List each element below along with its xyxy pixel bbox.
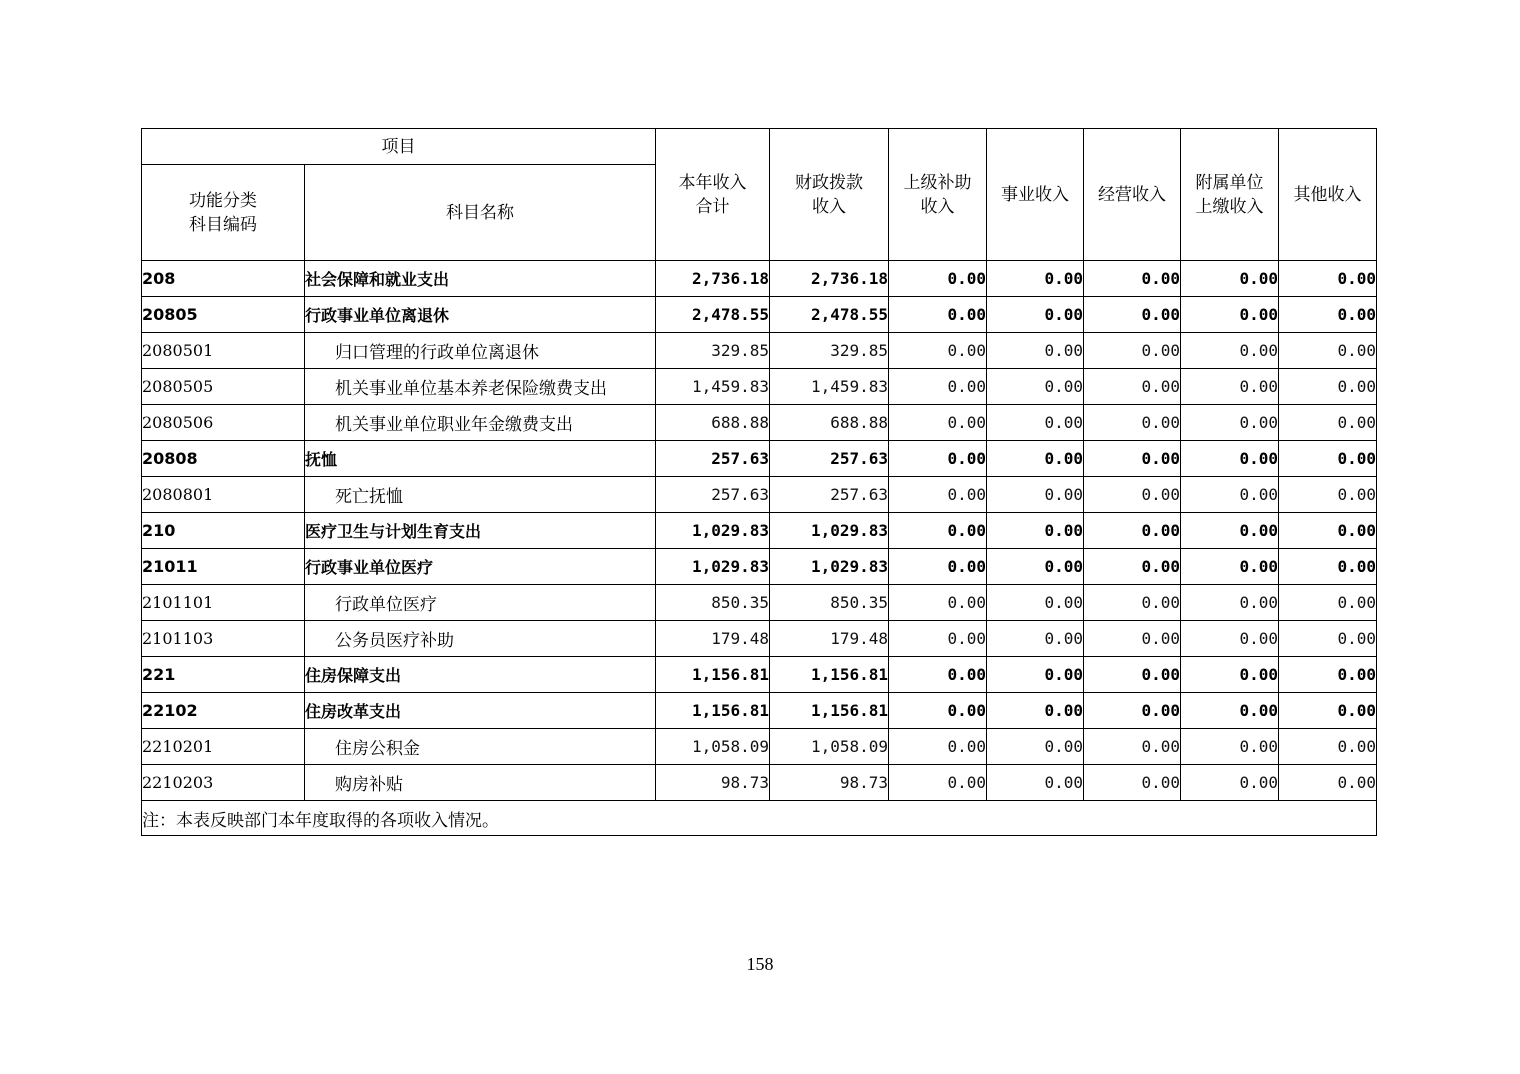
cell-total-amount: 2,478.55: [656, 297, 770, 333]
cell-affiliated-amount: 0.00: [1181, 333, 1279, 369]
cell-operating-amount: 0.00: [1084, 657, 1181, 693]
cell-affiliated-amount: 0.00: [1181, 297, 1279, 333]
cell-subject-code: 208: [142, 261, 305, 297]
cell-subject-code: 20805: [142, 297, 305, 333]
page-number: 158: [746, 954, 774, 974]
header-total-label: 本年收入 合计: [678, 172, 747, 217]
cell-superior-amount: 0.00: [889, 585, 987, 621]
cell-fiscal-amount: 1,029.83: [770, 549, 889, 585]
cell-subject-name: 购房补贴: [305, 765, 656, 801]
cell-fiscal-amount: 179.48: [770, 621, 889, 657]
header-affiliated-label: 附属单位 上缴收入: [1195, 172, 1264, 217]
cell-affiliated-amount: 0.00: [1181, 441, 1279, 477]
cell-subject-name: 医疗卫生与计划生育支出: [305, 513, 656, 549]
table-row: [142, 369, 1377, 405]
cell-business-amount: 0.00: [987, 585, 1084, 621]
cell-total-amount: 1,029.83: [656, 513, 770, 549]
cell-subject-name: 社会保障和就业支出: [305, 261, 656, 297]
cell-fiscal-amount: 2,478.55: [770, 297, 889, 333]
cell-superior-amount: 0.00: [889, 549, 987, 585]
cell-superior-amount: 0.00: [889, 693, 987, 729]
cell-total-amount: 1,156.81: [656, 657, 770, 693]
cell-total-amount: 850.35: [656, 585, 770, 621]
cell-subject-name: 机关事业单位职业年金缴费支出: [305, 405, 656, 441]
cell-subject-name: 公务员医疗补助: [305, 621, 656, 657]
cell-affiliated-amount: 0.00: [1181, 693, 1279, 729]
cell-other-amount: 0.00: [1279, 585, 1377, 621]
cell-operating-amount: 0.00: [1084, 333, 1181, 369]
table-row: [142, 477, 1377, 513]
cell-affiliated-amount: 0.00: [1181, 369, 1279, 405]
header-other-income: [1279, 129, 1377, 261]
header-superior-subsidy: [889, 129, 987, 261]
cell-total-amount: 1,156.81: [656, 693, 770, 729]
cell-superior-amount: 0.00: [889, 513, 987, 549]
cell-other-amount: 0.00: [1279, 333, 1377, 369]
cell-subject-name: 抚恤: [305, 441, 656, 477]
cell-operating-amount: 0.00: [1084, 405, 1181, 441]
cell-fiscal-amount: 257.63: [770, 477, 889, 513]
cell-fiscal-amount: 688.88: [770, 405, 889, 441]
cell-superior-amount: 0.00: [889, 405, 987, 441]
header-operating-income: [1084, 129, 1181, 261]
cell-subject-name: 住房公积金: [305, 729, 656, 765]
cell-business-amount: 0.00: [987, 441, 1084, 477]
cell-operating-amount: 0.00: [1084, 549, 1181, 585]
cell-subject-code: 2080501: [142, 333, 305, 369]
cell-affiliated-amount: 0.00: [1181, 513, 1279, 549]
cell-total-amount: 1,029.83: [656, 549, 770, 585]
cell-subject-code: 2210203: [142, 765, 305, 801]
cell-subject-code: 2080505: [142, 369, 305, 405]
header-business-income: [987, 129, 1084, 261]
cell-subject-name: 住房改革支出: [305, 693, 656, 729]
cell-other-amount: 0.00: [1279, 693, 1377, 729]
cell-superior-amount: 0.00: [889, 333, 987, 369]
cell-total-amount: 1,459.83: [656, 369, 770, 405]
cell-subject-code: 210: [142, 513, 305, 549]
cell-subject-name: 机关事业单位基本养老保险缴费支出: [305, 369, 656, 405]
table-row: [142, 549, 1377, 585]
table-row: [142, 333, 1377, 369]
cell-subject-code: 20808: [142, 441, 305, 477]
cell-other-amount: 0.00: [1279, 297, 1377, 333]
table-row: [142, 693, 1377, 729]
cell-superior-amount: 0.00: [889, 477, 987, 513]
cell-business-amount: 0.00: [987, 621, 1084, 657]
cell-other-amount: 0.00: [1279, 369, 1377, 405]
cell-subject-name: 死亡抚恤: [305, 477, 656, 513]
cell-total-amount: 1,058.09: [656, 729, 770, 765]
cell-fiscal-amount: 1,058.09: [770, 729, 889, 765]
cell-subject-name: 归口管理的行政单位离退休: [305, 333, 656, 369]
cell-subject-name: 行政单位医疗: [305, 585, 656, 621]
cell-operating-amount: 0.00: [1084, 513, 1181, 549]
cell-fiscal-amount: 329.85: [770, 333, 889, 369]
header-subject-name: [305, 165, 656, 261]
cell-total-amount: 329.85: [656, 333, 770, 369]
cell-fiscal-amount: 2,736.18: [770, 261, 889, 297]
cell-business-amount: 0.00: [987, 261, 1084, 297]
cell-superior-amount: 0.00: [889, 765, 987, 801]
cell-affiliated-amount: 0.00: [1181, 261, 1279, 297]
cell-other-amount: 0.00: [1279, 513, 1377, 549]
cell-subject-code: 2101103: [142, 621, 305, 657]
header-other-label: 其他收入: [1293, 184, 1362, 205]
header-project: 项目: [142, 129, 656, 165]
cell-subject-code: 21011: [142, 549, 305, 585]
cell-total-amount: 2,736.18: [656, 261, 770, 297]
cell-superior-amount: 0.00: [889, 657, 987, 693]
table-row: [142, 765, 1377, 801]
cell-superior-amount: 0.00: [889, 729, 987, 765]
cell-other-amount: 0.00: [1279, 657, 1377, 693]
cell-total-amount: 257.63: [656, 441, 770, 477]
table-row: [142, 405, 1377, 441]
table-note: 注：本表反映部门本年度取得的各项收入情况。: [142, 801, 1377, 836]
cell-other-amount: 0.00: [1279, 765, 1377, 801]
cell-subject-code: 22102: [142, 693, 305, 729]
cell-superior-amount: 0.00: [889, 261, 987, 297]
cell-superior-amount: 0.00: [889, 369, 987, 405]
cell-fiscal-amount: 850.35: [770, 585, 889, 621]
cell-operating-amount: 0.00: [1084, 297, 1181, 333]
cell-affiliated-amount: 0.00: [1181, 585, 1279, 621]
table-body: [142, 261, 1377, 801]
cell-operating-amount: 0.00: [1084, 477, 1181, 513]
header-fiscal-label: 财政拨款 收入: [795, 172, 863, 217]
cell-fiscal-amount: 98.73: [770, 765, 889, 801]
cell-superior-amount: 0.00: [889, 441, 987, 477]
cell-subject-name: 行政事业单位医疗: [305, 549, 656, 585]
cell-fiscal-amount: 1,459.83: [770, 369, 889, 405]
table-row: [142, 261, 1377, 297]
cell-business-amount: 0.00: [987, 369, 1084, 405]
header-superior-label: 上级补助 收入: [903, 172, 972, 217]
cell-business-amount: 0.00: [987, 297, 1084, 333]
cell-superior-amount: 0.00: [889, 297, 987, 333]
cell-affiliated-amount: 0.00: [1181, 405, 1279, 441]
header-operating-label: 经营收入: [1098, 184, 1166, 205]
header-business-label: 事业收入: [1001, 184, 1069, 205]
cell-fiscal-amount: 1,156.81: [770, 657, 889, 693]
cell-operating-amount: 0.00: [1084, 369, 1181, 405]
cell-operating-amount: 0.00: [1084, 621, 1181, 657]
cell-total-amount: 688.88: [656, 405, 770, 441]
cell-subject-code: 2210201: [142, 729, 305, 765]
table-row: [142, 621, 1377, 657]
cell-affiliated-amount: 0.00: [1181, 765, 1279, 801]
cell-subject-name: 行政事业单位离退休: [305, 297, 656, 333]
cell-business-amount: 0.00: [987, 693, 1084, 729]
cell-other-amount: 0.00: [1279, 405, 1377, 441]
cell-other-amount: 0.00: [1279, 261, 1377, 297]
cell-business-amount: 0.00: [987, 657, 1084, 693]
cell-business-amount: 0.00: [987, 333, 1084, 369]
header-name-label: 科目名称: [446, 202, 514, 223]
cell-affiliated-amount: 0.00: [1181, 657, 1279, 693]
cell-business-amount: 0.00: [987, 765, 1084, 801]
cell-fiscal-amount: 1,156.81: [770, 693, 889, 729]
cell-operating-amount: 0.00: [1084, 729, 1181, 765]
cell-other-amount: 0.00: [1279, 621, 1377, 657]
cell-total-amount: 257.63: [656, 477, 770, 513]
cell-subject-code: 2080506: [142, 405, 305, 441]
cell-subject-code: 2101101: [142, 585, 305, 621]
cell-affiliated-amount: 0.00: [1181, 621, 1279, 657]
cell-other-amount: 0.00: [1279, 441, 1377, 477]
cell-other-amount: 0.00: [1279, 549, 1377, 585]
cell-affiliated-amount: 0.00: [1181, 549, 1279, 585]
header-fiscal-allocation: [770, 129, 889, 261]
table-row: [142, 657, 1377, 693]
header-code-label: 功能分类 科目编码: [189, 190, 257, 235]
cell-subject-code: 2080801: [142, 477, 305, 513]
table-row: [142, 729, 1377, 765]
cell-subject-code: 221: [142, 657, 305, 693]
cell-business-amount: 0.00: [987, 405, 1084, 441]
cell-other-amount: 0.00: [1279, 729, 1377, 765]
cell-affiliated-amount: 0.00: [1181, 729, 1279, 765]
cell-total-amount: 98.73: [656, 765, 770, 801]
cell-business-amount: 0.00: [987, 549, 1084, 585]
table-row: [142, 441, 1377, 477]
cell-operating-amount: 0.00: [1084, 693, 1181, 729]
table-row: [142, 585, 1377, 621]
cell-superior-amount: 0.00: [889, 621, 987, 657]
cell-business-amount: 0.00: [987, 729, 1084, 765]
cell-operating-amount: 0.00: [1084, 441, 1181, 477]
cell-business-amount: 0.00: [987, 477, 1084, 513]
cell-subject-name: 住房保障支出: [305, 657, 656, 693]
cell-operating-amount: 0.00: [1084, 261, 1181, 297]
header-total-income: [656, 129, 770, 261]
header-function-code: [142, 165, 305, 261]
cell-fiscal-amount: 257.63: [770, 441, 889, 477]
cell-operating-amount: 0.00: [1084, 585, 1181, 621]
cell-affiliated-amount: 0.00: [1181, 477, 1279, 513]
cell-other-amount: 0.00: [1279, 477, 1377, 513]
cell-fiscal-amount: 1,029.83: [770, 513, 889, 549]
cell-operating-amount: 0.00: [1084, 765, 1181, 801]
income-table: [141, 128, 1377, 836]
table-row: [142, 513, 1377, 549]
cell-business-amount: 0.00: [987, 513, 1084, 549]
header-affiliated-income: [1181, 129, 1279, 261]
cell-total-amount: 179.48: [656, 621, 770, 657]
table-row: [142, 297, 1377, 333]
